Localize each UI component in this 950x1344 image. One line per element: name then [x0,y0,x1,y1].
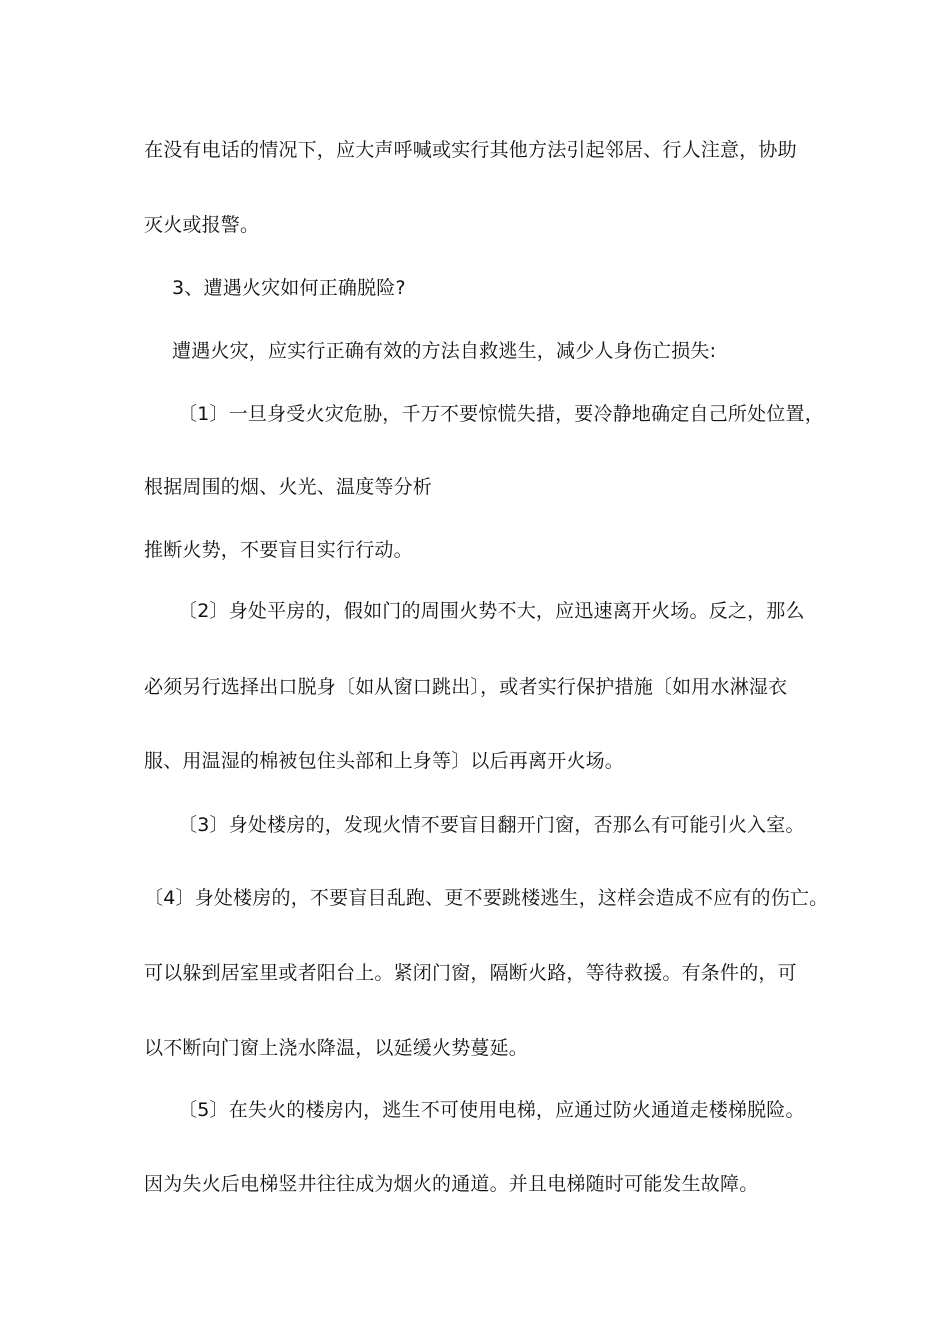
text-line: 灭火或报警。 [144,214,260,236]
text-line: 〔5〕在失火的楼房内，逃生不可使用电梯，应通过防火通道走楼梯脱险。 [178,1099,805,1121]
text-line: 推断火势，不要盲目实行行动。 [144,539,413,561]
text-line: 〔4〕身处楼房的，不要盲目乱跑、更不要跳楼逃生，这样会造成不应有的伤亡。 [144,887,829,909]
text-line: 可以躲到居室里或者阳台上。紧闭门窗，隔断火路，等待救援。有条件的，可 [144,962,797,984]
text-line: 在没有电话的情况下，应大声呼喊或实行其他方法引起邻居、行人注意，协助 [144,139,797,161]
text-line: 因为失火后电梯竖井往往成为烟火的通道。并且电梯随时可能发生故障。 [144,1173,759,1195]
text-line: 遭遇火灾，应实行正确有效的方法自救逃生，减少人身伤亡损失: [172,340,717,362]
section-heading: 3、遭遇火灾如何正确脱险? [172,277,406,299]
text-line: 〔3〕身处楼房的，发现火情不要盲目翻开门窗，否那么有可能引火入室。 [178,814,805,836]
text-line: 根据周围的烟、火光、温度等分析 [144,476,433,498]
text-line: 必须另行选择出口脱身〔如从窗口跳出〕，或者实行保护措施〔如用水淋湿衣 [144,676,788,698]
text-line: 〔2〕身处平房的，假如门的周围火势不大，应迅速离开火场。反之，那么 [178,600,805,622]
text-line: 〔1〕一旦身受火灾危胁，千万不要惊慌失措，要冷静地确定自己所处位置， [178,403,824,425]
text-line: 服、用温湿的棉被包住头部和上身等〕以后再离开火场。 [144,750,625,772]
text-line: 以不断向门窗上浇水降温，以延缓火势蔓延。 [144,1037,529,1059]
